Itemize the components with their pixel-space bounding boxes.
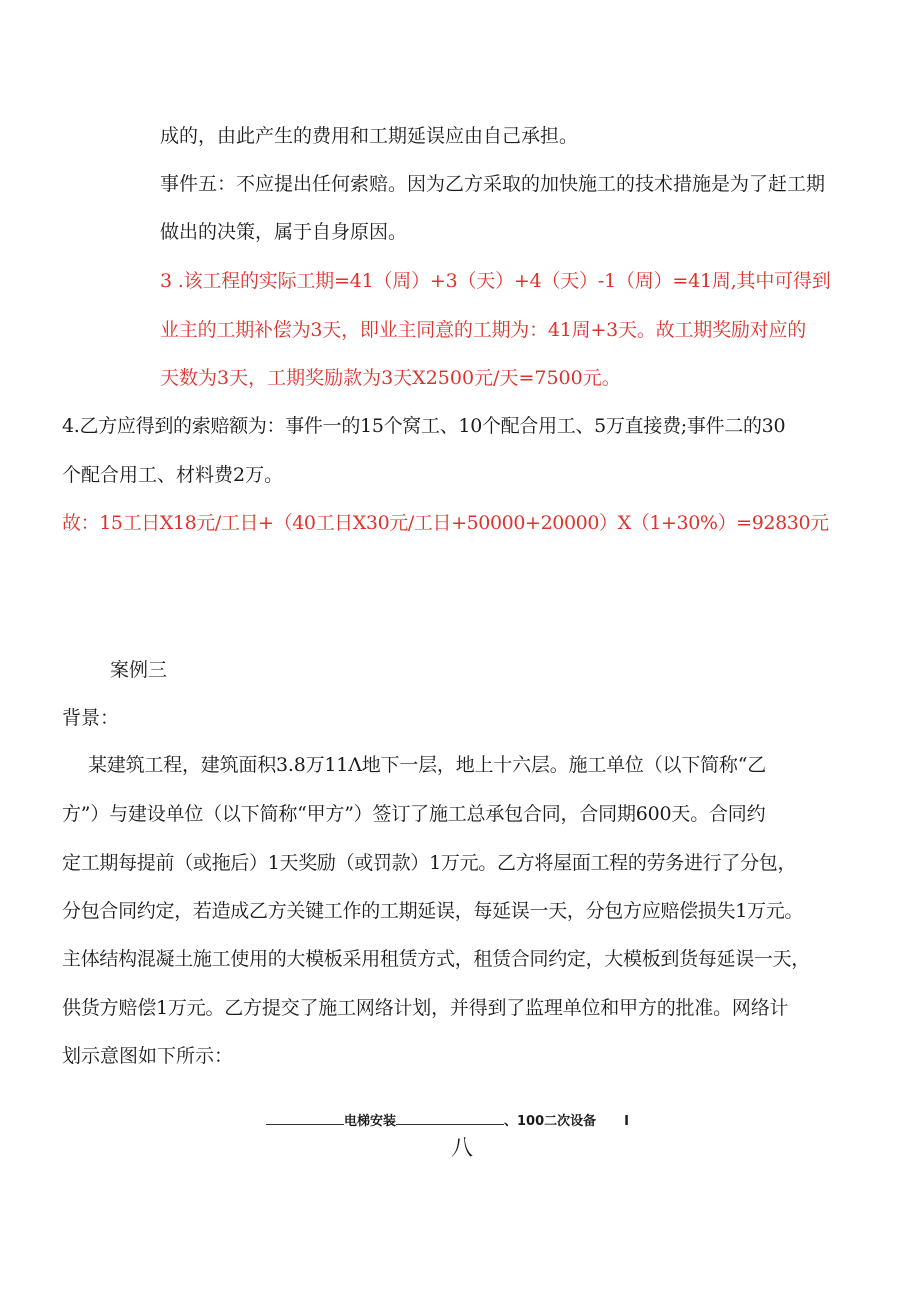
background-line: 划示意图如下所示：: [62, 1045, 234, 1067]
answer-3-line: 业主的工期补偿为3天，即业主同意的工期为：41周+3天。故工期奖励对应的: [160, 319, 807, 341]
answer-3-line: 3 .该工程的实际工期=41（周）+3（天）+4（天）-1（周）=41周,其中可得到: [160, 270, 831, 292]
network-diagram-caption: [266, 1112, 629, 1131]
label-elevator: 电梯安装: [344, 1114, 397, 1129]
answer-4-line: 个配合用工、材料费2万。: [62, 464, 284, 486]
label-equipment: 、100二次设备: [504, 1114, 597, 1129]
paragraph-line: 做出的决策，属于自身原因。: [160, 221, 408, 243]
background-line: 定工期每提前（或拖后）1天奖励（或罚款）1万元。乙方将屋面工程的劳务进行了分包，: [62, 852, 797, 874]
formula-line: 故：15工日X18元/工日+（40工日X30元/工日+50000+20000）X（1+30%）=92830元: [62, 512, 829, 534]
background-line: 分包合同约定，若造成乙方关键工作的工期延误，每延误一天，分包方应赔偿损失1万元。: [62, 900, 804, 922]
arrow-line: [396, 1112, 504, 1125]
background-line: 供货方赔偿1万元。乙方提交了施工网络计划，并得到了监理单位和甲方的批准。网络计: [62, 997, 789, 1019]
answer-3-line: 天数为3天，工期奖励款为3天X2500元/天=7500元。: [160, 367, 621, 389]
paragraph-line: 事件五：不应提出任何索赔。因为乙方采取的加快施工的技术措施是为了赶工期: [160, 173, 826, 195]
background-line: 方”）与建设单位（以下简称“甲方”）签订了施工总承包合同，合同期600天。合同约: [62, 803, 766, 825]
background-line: 某建筑工程，建筑面积3.8万11Λ地下一层，地上十六层。施工单位（以下简称“乙: [88, 754, 767, 776]
paragraph-line: 成的，由此产生的费用和工期延误应由自己承担。: [160, 125, 579, 147]
glyph-below: 八: [451, 1136, 474, 1161]
case-title: 案例三: [110, 659, 168, 681]
background-line: 主体结构混凝土施工使用的大模板采用租赁方式，租赁合同约定，大模板到货每延误一天，: [62, 948, 811, 970]
arrow-line: [266, 1112, 344, 1125]
mark-end: I: [624, 1114, 629, 1129]
background-label: 背景：: [62, 707, 120, 729]
answer-4-line: 4.乙方应得到的索赔额为：事件一的15个窝工、10个配合用工、5万直接费;事件二的30: [62, 415, 786, 437]
